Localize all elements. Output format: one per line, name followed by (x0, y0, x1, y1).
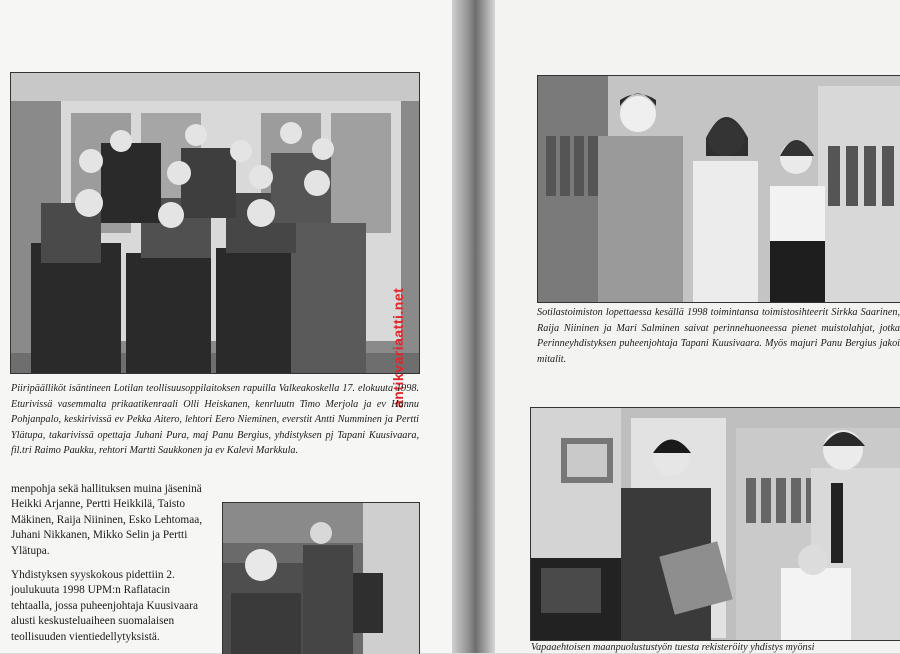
body-paragraph: Yhdistyksen syyskokous pidettiin 2. joulukuuta 1998 UPM:n Raflatacin tehtaalla, jossa puheenjohtaja Kuusivaara alusti keskusteluaiheen suomalaisen teollisuuden vientiedellytyksistä. (11, 569, 198, 643)
group-photo-caption: Piiripäälliköt isäntineen Lotilan teollisuusoppilaitoksen rapuilla Valkeakoskella 17. elokuuta 1998. Eturivissä vasemmalta prikaatikenraali Olli Heiskanen, kenrluutn Timo Merjola ja ev Hannu Pohjanpalo, keskirivissä ev Pekka Aitero, lehtori Eero Nieminen, everstit Antti Numminen ja Pertti Ylätupa, takarivissä opettaja Juhani Pura, maj Panu Bergius, yhdistyksen pj Tapani Kuusivaara, fil.tri Raimo Paukku, rehtori Martti Saukkonen ja ev Kalevi Markkula. (11, 383, 419, 457)
farewell-photo (537, 75, 900, 303)
book-gutter (452, 0, 495, 653)
meeting-photo (222, 502, 420, 654)
watermark-text: antikvariaatti.net (390, 287, 406, 408)
award-photo-caption: Vapaaehtoisen maanpuolustustyön tuesta rekisteröity yhdistys myönsi (531, 642, 815, 653)
farewell-photo-caption: Sotilastoimiston lopettaessa kesällä 1998 toimintansa toimistosihteerit Sirkka Saarinen, Raija Niininen ja Mari Salminen saivat perinnehuoneessa pienet muistolahjat, jotka Perinneyhdistyksen puheenjohtaja Tapani Kuusivaara. Myös majuri Panu Bergius jakoi mitalit. (537, 307, 900, 365)
group-photo (10, 72, 420, 374)
award-photo (530, 407, 900, 641)
body-paragraph: menpohja sekä hallituksen muina jäseninä Heikki Arjanne, Pertti Heikkilä, Taisto Mäkinen, Raija Niininen, Esko Lehtomaa, Juhani Nikkanen, Mikko Selin ja Pertti Ylätupa. (11, 483, 203, 557)
left-body-text (11, 482, 207, 654)
